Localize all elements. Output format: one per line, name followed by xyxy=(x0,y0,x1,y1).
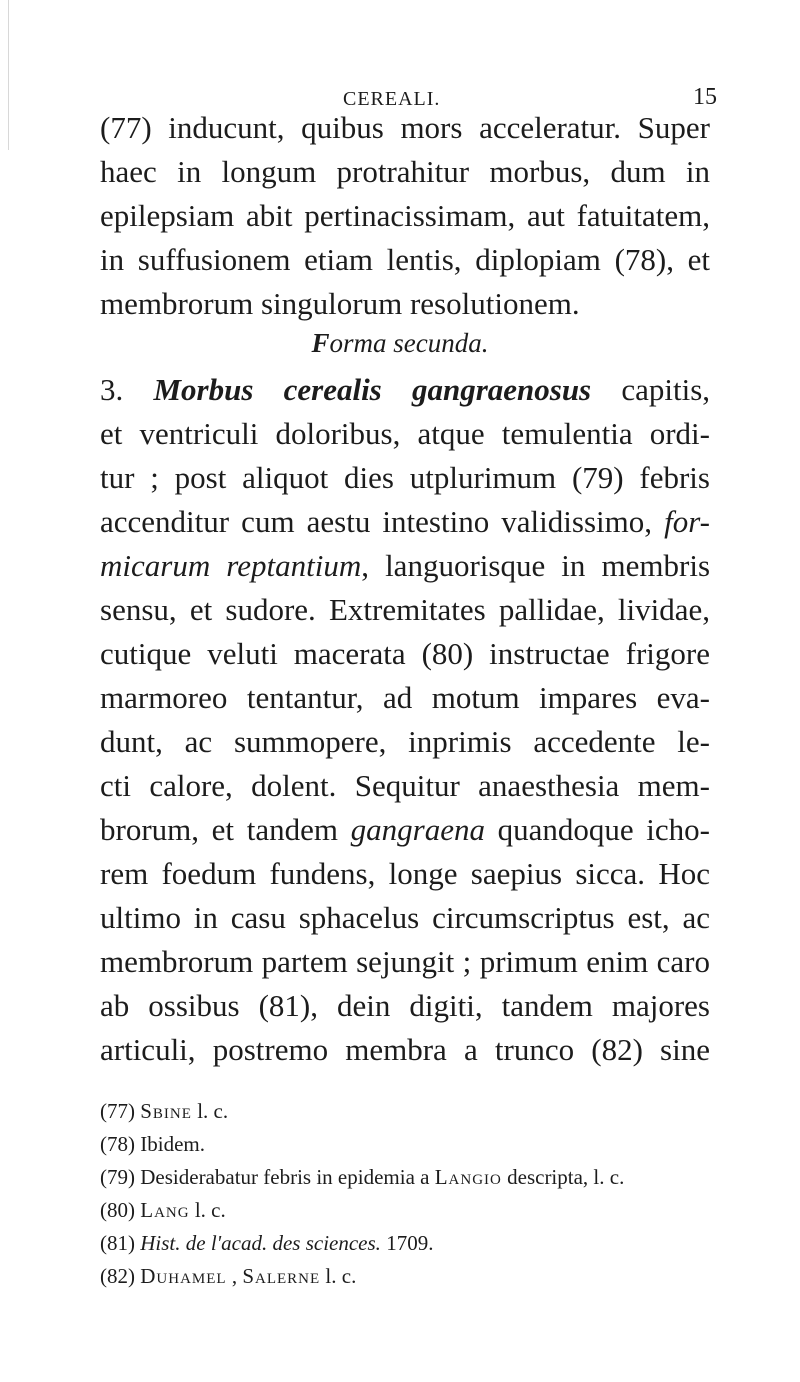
body-line: ultimo in casu sphacelus circumscriptus est, ac xyxy=(100,900,710,935)
body-line: membrorum partem sejungit ; primum enim caro xyxy=(100,944,710,979)
body-line xyxy=(100,500,710,544)
body-line: ab ossibus (81), dein digiti, tandem majores xyxy=(100,988,710,1023)
section-heading xyxy=(0,328,800,359)
body-text: , languorisque in membris xyxy=(361,548,711,583)
page-edge-shadow xyxy=(8,0,9,150)
footnote-text: Ibidem. xyxy=(140,1132,205,1156)
disease-title: Morbus cerealis gangraenosus xyxy=(153,372,592,407)
body-line: (77) inducunt, quibus mors acceleratur. Super xyxy=(100,110,710,145)
footnote-ref: (78) xyxy=(100,1132,135,1156)
body-line: haec in longum protrahitur morbus, dum in xyxy=(100,154,710,189)
body-line: epilepsiam abit pertinacissimam, aut fatuitatem, xyxy=(100,198,710,233)
section-heading-initial: F xyxy=(311,328,330,358)
body-line: in suffusionem etiam lentis, diplopiam (78), et xyxy=(100,242,710,277)
footnote-ref: (80) xyxy=(100,1198,135,1222)
footnote-text: l. c. xyxy=(320,1264,357,1288)
body-line: articuli, postremo membra a trunco (82) sine xyxy=(100,1032,710,1067)
body-line: membrorum singulorum resolutionem. xyxy=(100,286,580,321)
footnote xyxy=(100,1261,356,1291)
footnote-author: Sbine xyxy=(140,1099,192,1123)
body-text: accenditur cum aestu intestino validissimo, xyxy=(100,504,653,539)
footnote xyxy=(100,1096,228,1126)
footnote-text: 1709. xyxy=(380,1231,434,1255)
body-line: sensu, et sudore. Extremitates pallidae, lividae, xyxy=(100,592,710,627)
footnote-text: l. c. xyxy=(191,1099,229,1123)
page-number: 15 xyxy=(693,84,717,110)
footnote-ref: (82) xyxy=(100,1264,135,1288)
italic-term: for- xyxy=(664,504,710,539)
footnote-author: Duhamel xyxy=(140,1264,227,1288)
footnote xyxy=(100,1228,433,1258)
footnote-title: Hist. de l'acad. des sciences. xyxy=(140,1231,381,1255)
paragraph-number: 3. xyxy=(100,372,124,407)
body-line: tur ; post aliquot dies utplurimum (79) febris xyxy=(100,460,710,495)
footnote-text: descripta, l. c. xyxy=(501,1165,625,1189)
body-line: dunt, ac summopere, inprimis accedente le- xyxy=(100,724,710,759)
body-line xyxy=(100,368,710,412)
footnote-author: Lang xyxy=(140,1198,190,1222)
running-title: CEREALI. xyxy=(343,88,441,110)
body-text: capitis, xyxy=(621,372,711,407)
body-line: marmoreo tentantur, ad motum impares eva- xyxy=(100,680,710,715)
body-line: rem foedum fundens, longe saepius sicca. Hoc xyxy=(100,856,710,891)
body-line: cutique veluti macerata (80) instructae frigore xyxy=(100,636,710,671)
body-line: et ventriculi doloribus, atque temulentia ordi- xyxy=(100,416,710,451)
italic-term: gangraena xyxy=(350,812,485,847)
italic-term: micarum reptantium xyxy=(100,548,362,583)
footnote-ref: (81) xyxy=(100,1231,135,1255)
body-line: cti calore, dolent. Sequitur anaesthesia mem- xyxy=(100,768,710,803)
footnote xyxy=(100,1162,624,1192)
body-text: brorum, et tandem xyxy=(100,812,338,847)
footnote-text: Desiderabatur febris in epidemia a xyxy=(140,1165,435,1189)
body-line xyxy=(100,544,710,588)
footnote-text: , xyxy=(226,1264,243,1288)
body-text: quandoque icho- xyxy=(497,812,711,847)
body-line xyxy=(100,808,710,852)
footnote-ref: (77) xyxy=(100,1099,135,1123)
footnote-ref: (79) xyxy=(100,1165,135,1189)
footnote-text: l. c. xyxy=(189,1198,226,1222)
section-heading-rest: orma secunda. xyxy=(329,328,489,358)
footnote xyxy=(100,1129,205,1159)
footnote-author: Salerne xyxy=(242,1264,321,1288)
footnote-author: Langio xyxy=(434,1165,502,1189)
footnote xyxy=(100,1195,226,1225)
